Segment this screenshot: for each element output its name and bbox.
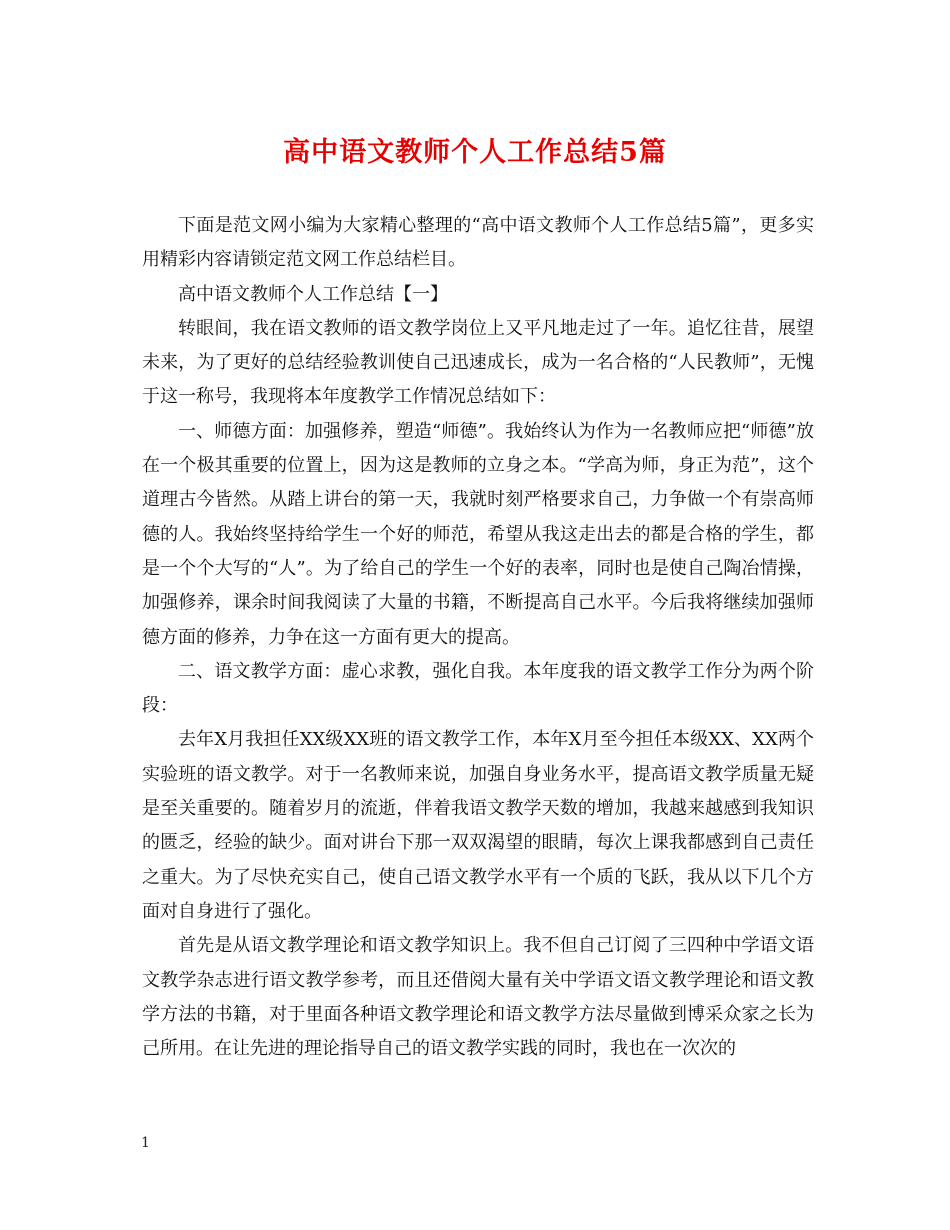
document-title: 高中语文教师个人工作总结5篇 xyxy=(283,137,667,168)
page-number: 1 xyxy=(141,1135,150,1151)
document-body xyxy=(142,209,814,1066)
body-paragraph: 二、语文教学方面：虚心求教，强化自我。本年度我的语文教学工作分为两个阶段： xyxy=(142,660,814,717)
body-paragraph: 一、师德方面：加强修养，塑造“师德”。我始终认为作为一名教师应把“师德”放在一个极其重要的位置上，因为这是教师的立身之本。“学高为师，身正为范”，这个道理古今皆然。从踏上讲台的第一天，我就时刻严格要求自己，力争做一个有崇高师德的人。我始终坚持给学生一个好的师范，希望从我这走出去的都是合格的学生，都是一个个大写的“人”。为了给自己的学生一个好的表率，同时也是使自己陶冶情操，加强修养，课余时间我阅读了大量的书籍，不断提高自己水平。今后我将继续加强师德方面的修养，力争在这一方面有更大的提高。 xyxy=(142,420,814,648)
intro-paragraph: 下面是范文网小编为大家精心整理的“高中语文教师个人工作总结5篇”，更多实用精彩内容请锁定范文网工作总结栏目。 xyxy=(142,215,814,271)
section-heading: 高中语文教师个人工作总结【一】 xyxy=(178,283,448,305)
body-paragraph: 去年X月我担任XX级XX班的语文教学工作，本年X月至今担任本级XX、XX两个实验班的语文教学。对于一名教师来说，加强自身业务水平，提高语文教学质量无疑是至关重要的。随着岁月的流逝，伴着我语文教学天数的增加，我越来越感到我知识的匮乏，经验的缺少。面对讲台下那一双双渴望的眼睛，每次上课我都感到自己责任之重大。为了尽快充实自己，使自己语文教学水平有一个质的飞跃，我从以下几个方面对自身进行了强化。 xyxy=(142,729,814,922)
body-paragraph: 首先是从语文教学理论和语文教学知识上。我不但自己订阅了三四种中学语文语文教学杂志进行语文教学参考，而且还借阅大量有关中学语文语文教学理论和语文教学方法的书籍，对于里面各种语文教学理论和语文教学方法尽量做到博采众家之长为己所用。在让先进的理论指导自己的语文教学实践的同时，我也在一次次的 xyxy=(142,935,814,1060)
body-paragraph: 转眼间，我在语文教师的语文教学岗位上又平凡地走过了一年。追忆往昔，展望未来，为了更好的总结经验教训使自己迅速成长，成为一名合格的“人民教师”，无愧于这一称号，我现将本年度教学工作情况总结如下： xyxy=(142,317,814,408)
